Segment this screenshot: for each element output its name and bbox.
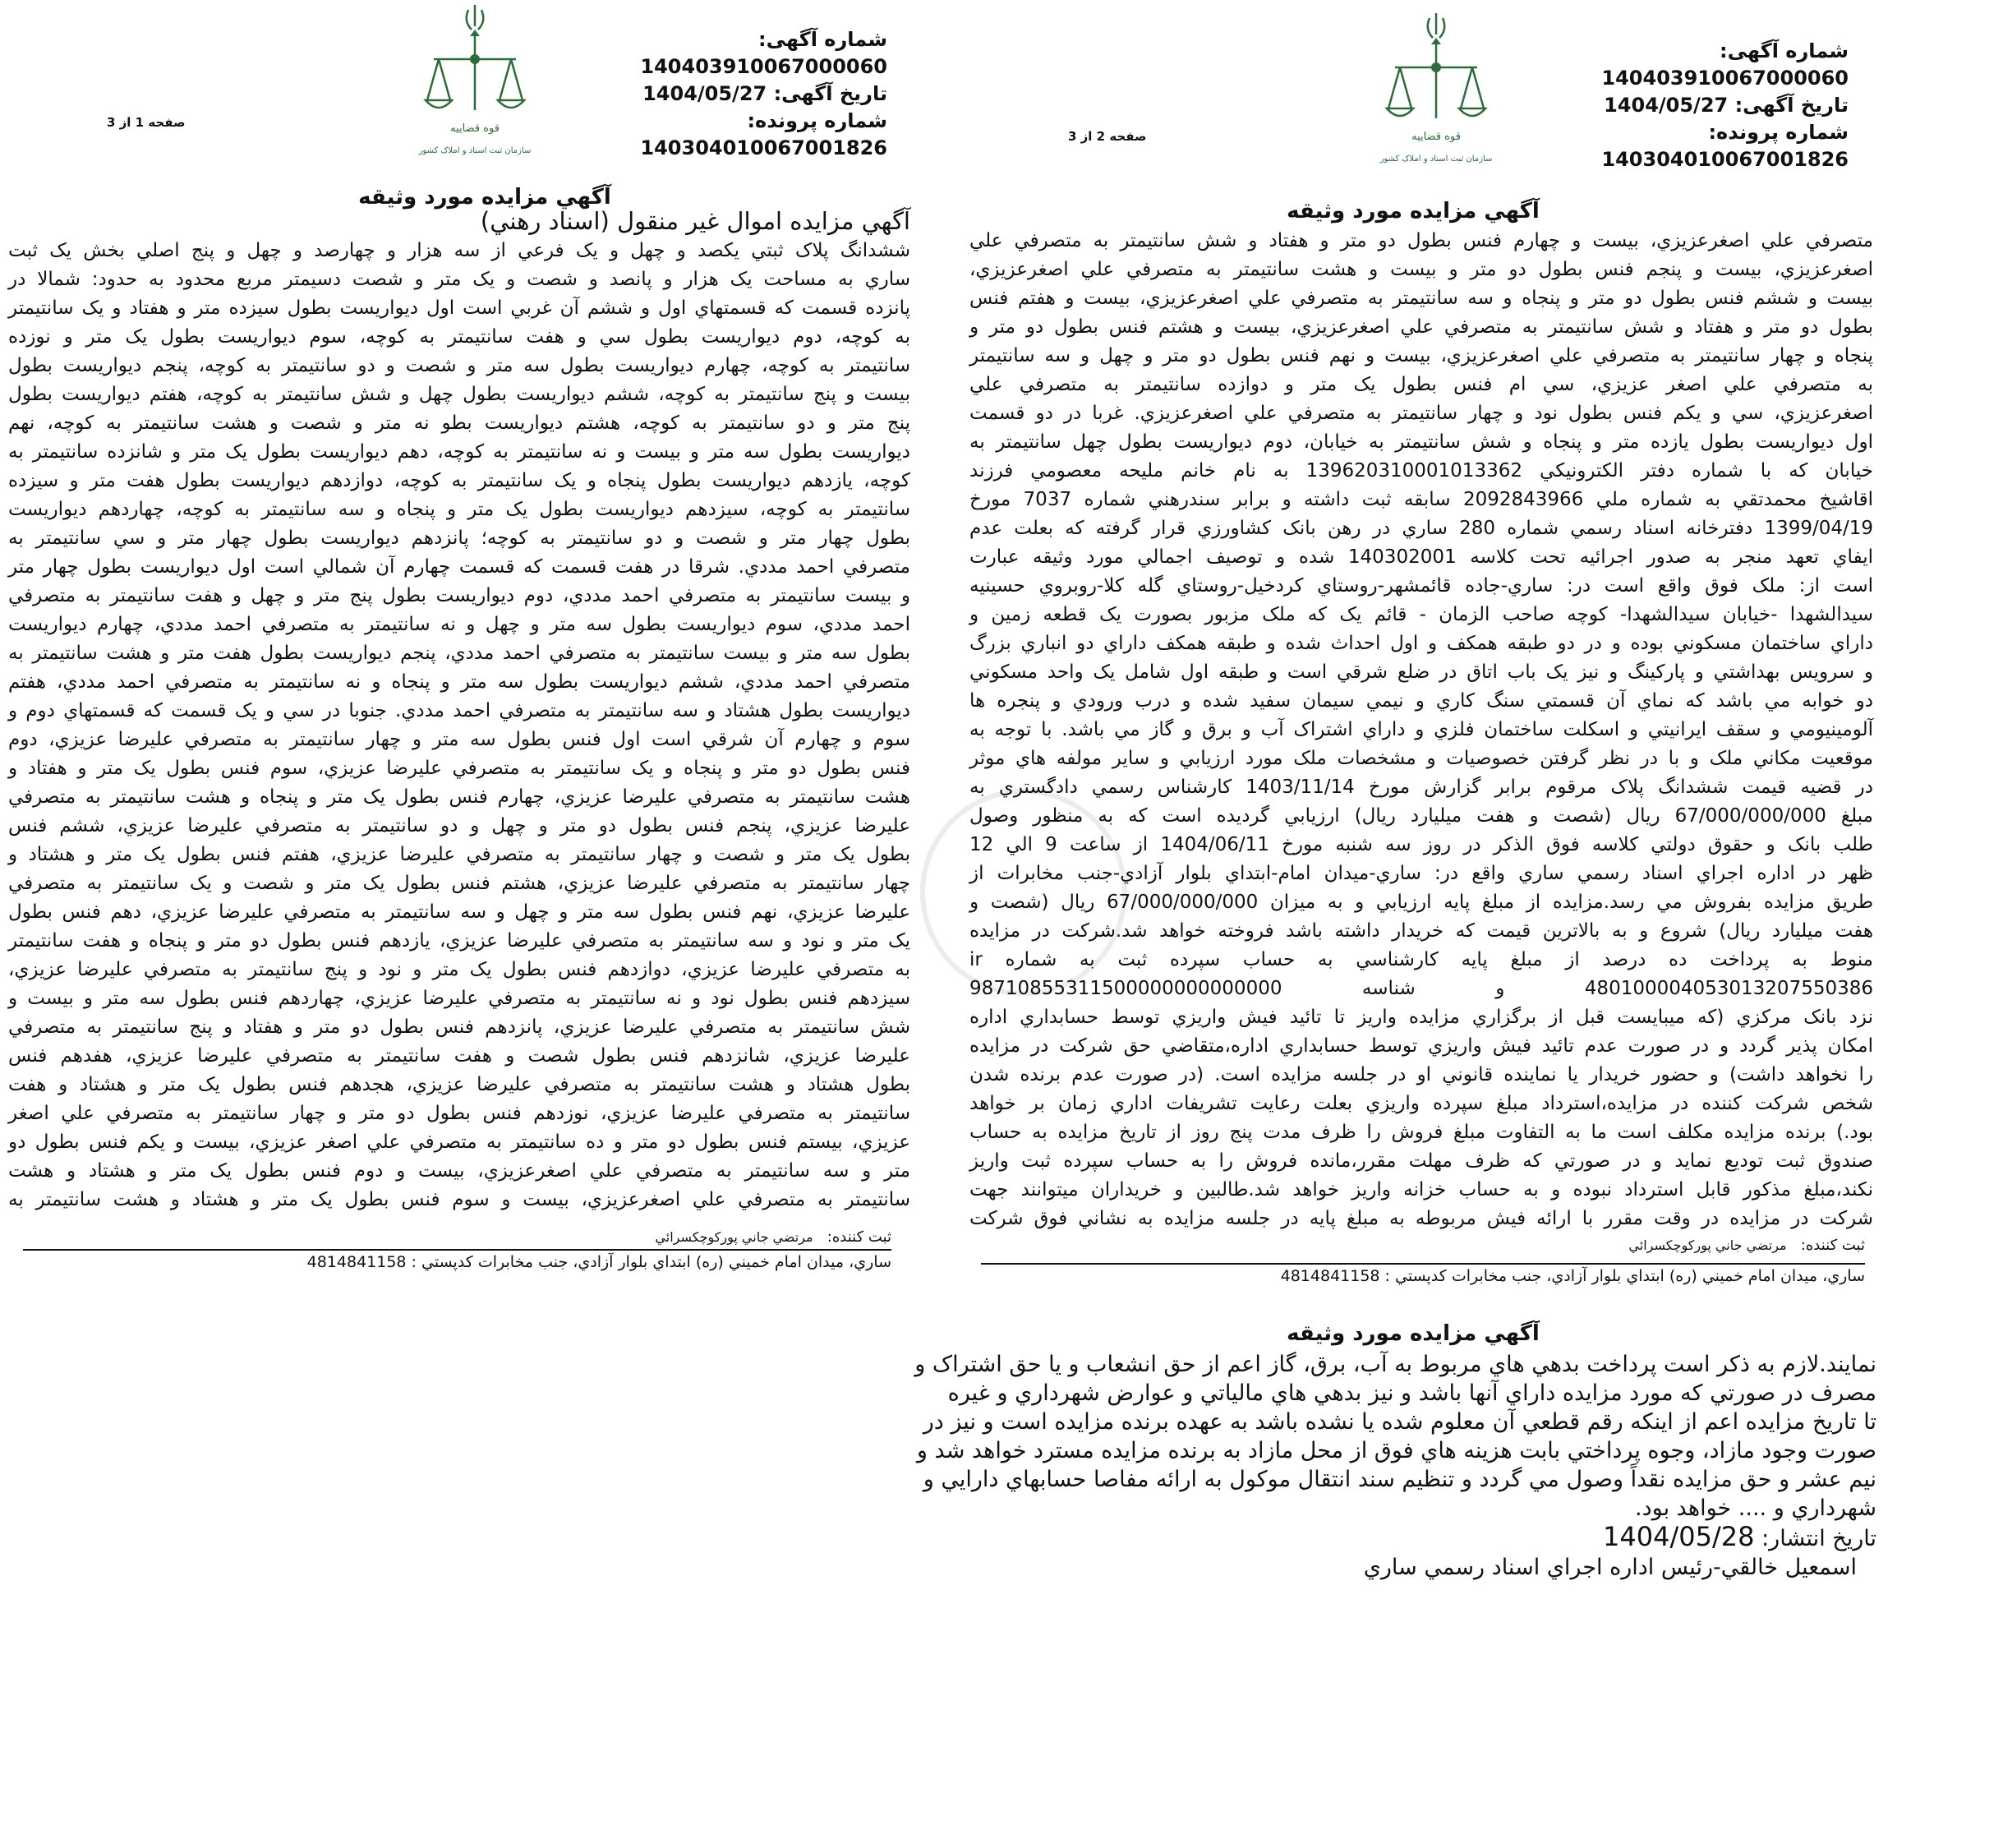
- judiciary-emblem-icon: [417, 0, 532, 164]
- svg-text:سازمان ثبت اسناد و املاک کشور: سازمان ثبت اسناد و املاک کشور: [418, 146, 532, 155]
- body-line: صورت وجود مازاد، وجوه پرداختي بابت هزينه هاي فوق از محل مازاد به برنده مزايده مسترد خواهد شد و: [916, 1438, 1876, 1463]
- body-line: ساري به مساحت يک هزار و پانصد و شصت و يک متر و شصت دسيمتر مربع محدود به حدود: شمالا در: [8, 269, 910, 290]
- footer-address: ساري، ميدان امام خميني (ره) ابتداي بلوار آزادي، جنب مخابرات کدپستي : 4814841158: [306, 1253, 891, 1271]
- body-line: متصرفي علي اصغرعزيزي، بيست و چهارم فنس بطول دو متر و هفتاد و شش سانتيمتر به متصرفي علي: [969, 230, 1873, 251]
- body-line: بود.) برنده مزايده مکلف است ما به التفاوت مبلغ فروش را ظرف مدت پنج روز از تاريخ مزايده به حساب: [969, 1122, 1873, 1143]
- body-line: نيم عشر و حق مزايده نقداً وصول مي گردد و تنظيم سند انتقال موکول به ارائه مفاصا حسابهاي دارايي و: [923, 1467, 1876, 1492]
- body-line: سانتيمتر به کوچه، سيزدهم ديواريست بطول يک متر و پنجاه و سه سانتيمتر به کوچه، چهاردهم ديواريست: [8, 499, 910, 520]
- footer-address: ساري، ميدان امام خميني (ره) ابتداي بلوار آزادي، جنب مخابرات کدپستي : 4814841158: [1280, 1267, 1865, 1285]
- notice-title: آگهي مزايده مورد وثيقه: [1287, 1321, 1540, 1346]
- body-line: بطول سه متر و بيست سانتيمتر به متصرفي احمد مددي، پنجم ديواريست بطول هفت متر و هشت سانتيمتر به: [8, 643, 910, 664]
- body-line: بيست و پنج سانتيمتر به کوچه، ششم ديواريست بطول چهل و شش سانتيمتر به کوچه، هفتم ديواريست بطول: [8, 384, 910, 405]
- body-line: هفت ميليارد ريال) شروع و به بالاترين قيمت که خريدار داشته باشد فروخته خواهد شد.شرکت در مزايده: [969, 920, 1873, 942]
- body-line: متر و سه سانتيمتر به متصرفي علي اصغرعزيزي، بيست و دوم فنس بطول يک متر و هشتاد و هشت: [8, 1160, 910, 1182]
- right-notice-body: [969, 227, 1873, 1233]
- body-line: منوط به پرداخت ده درصد از مبلغ پايه کارشناسي به حساب سپرده ثبت به شماره ir: [969, 949, 1873, 970]
- body-line: سوم و چهارم آن شرقي است اول فنس بطول سه متر و چهار سانتيمتر به متصرفي عليرضا عزيزي، دوم: [8, 729, 910, 750]
- body-line: داراي ساختمان مسکوني بوده و در دو طبقه همکف و اول احداث شده و طبقه همکف داراي دو انباري بزرگ: [969, 633, 1873, 654]
- body-line: سانتيمتر به متصرفي علي اصغرعزيزي، بيست و سوم فنس بطول يک متر و هشتاد و هشت سانتيمتر به: [8, 1189, 910, 1210]
- body-line: طريق مزايده بفروش مي رسد.مزايده از مبلغ پايه ارزيابي و به ميزان 67/000/000/000 ريال (شصت و: [969, 892, 1873, 913]
- body-line: بطول چهار متر و شصت و دو سانتيمتر به کوچه؛ پانزدهم ديواريست بطول چهار متر و سي سانتيمتر به: [8, 528, 910, 549]
- body-line: است از: ملک فوق واقع است در: ساري-جاده قائمشهر-روستاي کردخيل-روستاي گله کلا-روبروي حسينيه: [969, 575, 1873, 597]
- body-line: عزيزي، بيستم فنس بطول دو متر و ده سانتيمتر به متصرفي علي اصغر عزيزي، بيست و يکم فنس بطول دو: [8, 1131, 910, 1153]
- registrar: ثبت کننده: مرتضي جاني پورکوچکسرائي: [655, 1228, 891, 1246]
- body-line: اصغرعزيزي، بيست و پنجم فنس بطول دو متر و بيست و هشت سانتيمتر به متصرفي علي اصغرعزيزي،: [969, 259, 1873, 280]
- body-line: عليرضا عزيزي، نهم فنس بطول سه متر و چهل و سه سانتيمتر به متصرفي عليرضا عزيزي، دهم فنس بطول: [8, 901, 910, 923]
- left-header-info: [575, 26, 887, 162]
- body-line: بطول هشتاد و هشت سانتيمتر به متصرفي عليرضا عزيزي، هجدهم فنس بطول يک متر و هشتاد و هفت: [8, 1074, 910, 1095]
- body-line: هشت سانتيمتر به متصرفي عليرضا عزيزي، چهارم فنس بطول يک متر و پنجاه و هشت سانتيمتر به متصرفي: [8, 786, 910, 808]
- svg-text:قوه قضاييه: قوه قضاييه: [450, 122, 500, 135]
- page-number: صفحه 1 از 3: [107, 115, 186, 130]
- body-line: امکان پذير گردد و در صورت عدم تائيد فيش واريزي توسط حسابداري اداره،متقاضي حق شرکت در مزايده: [969, 1035, 1873, 1057]
- body-line: 480100004053013207550386 و شناسه 98710855311500000000000000: [969, 978, 1873, 999]
- ad-date: تاریخ آگهی: 1404/05/27: [1604, 94, 1849, 117]
- body-line: آلومينيومي و سقف ايرانيتي و اسکلت ساختمان فلزي و داراي اشتراک آب و برق و گاز مي باشد. با توجه به: [969, 719, 1873, 740]
- body-line: چهار سانتيمتر به متصرفي عليرضا عزيزي، هشتم فنس بطول يک متر و شصت و يک سانتيمتر به متصرفي: [8, 873, 910, 894]
- body-line: ديواريست بطول هشتاد و سه سانتيمتر به متصرفي احمد مددي. جنوبا در سي و يک قسمت که قسمتهاي دوم و: [8, 700, 910, 721]
- signer: اسمعيل خالقي-رئيس اداره اجراي اسناد رسمي ساري: [1363, 1555, 1857, 1580]
- notice-subtitle: آگهي مزايده اموال غير منقول (اسناد رهني): [480, 207, 910, 235]
- body-line: مصرف در صورتي که مورد مزايده داراي آنها باشد و نيز بدهي هاي مالياتي و عوارض شهرداري و غيره: [947, 1380, 1876, 1406]
- third-notice-body: [914, 1350, 1876, 1523]
- body-line: به کوچه، دوم ديواريست بطول سي و هفت سانتيمتر به کوچه، سوم ديواريست بطول يک متر و نوزده: [8, 326, 910, 348]
- body-line: ديواريست بطول سه متر و بيست و نه سانتيمتر به کوچه، دهم ديواريست بطول يک متر و شانزده سانتيمتر به: [8, 441, 910, 463]
- body-line: 1399/04/19 دفترخانه اسناد رسمي شماره 280 ساري در رهن بانک کشاورزي قرار گرفته که بعلت عدم: [969, 518, 1874, 539]
- file-number: شماره پرونده: 140304010067001826: [1601, 121, 1849, 171]
- footer-divider: [23, 1249, 891, 1251]
- judiciary-emblem-icon: [1379, 8, 1494, 173]
- body-line: ظهر در اداره اجراي اسناد رسمي ساري واقع در: ساري-ميدان امام-ابتداي بلوار آزادي-جنب مخابرات از: [969, 863, 1873, 884]
- body-line: در قضيه قيمت ششدانگ پلاک مرقوم برابر گزارش مورخ 1403/11/14 کارشناس رسمي دادگستري به: [969, 777, 1873, 798]
- footer-divider: [981, 1263, 1865, 1265]
- body-line: متصرفي احمد مددي. شرقا در هفت قسمت که قسمت چهارم آن شمالي است اول ديواريست بطول چهار متر: [8, 556, 910, 578]
- body-line: شهرداري و .... خواهد بود.: [1635, 1495, 1876, 1521]
- registrar: ثبت کننده: مرتضي جاني پورکوچکسرائي: [1628, 1237, 1865, 1254]
- body-line: اقاشيخ محمدتقي به شماره ملي 2092843966 سابقه ثبت داشته و برابر سندرهني شماره 7037 مورخ: [969, 489, 1873, 510]
- body-line: مبلغ 67/000/000/000 ريال (شصت و هفت ميليارد ريال) ارزيابي گرديده است که به منظور وصول: [969, 805, 1873, 827]
- body-line: شخص شرکت کننده در مزايده،استرداد مبلغ سپرده واريزي بعلت رعايت تشريفات اداري زمان بر خواهد: [969, 1093, 1873, 1114]
- page-number: صفحه 2 از 3: [1068, 129, 1147, 144]
- body-line: نکند،مبلغ مذکور قابل استرداد نبوده و به حساب خزانه واريز خواهد شد.طالبين و خريداران ميتوانند جهت: [969, 1179, 1873, 1201]
- body-line: و بيست سانتيمتر به متصرفي احمد مددي، دوم ديواريست بطول پنج متر و چهل و هفت سانتيمتر به متصرفي: [8, 585, 910, 606]
- body-line: فنس بطول دو متر و پنجاه و يک سانتيمتر به متصرفي عليرضا عزيزي، سوم فنس بطول يک متر و هفتاد و: [8, 758, 910, 779]
- body-line: طلب بانک و حقوق دولتي کلاسه فوق الذکر در روز سه شنبه مورخ 1404/06/11 از ساعت 9 الي 12: [969, 834, 1873, 855]
- svg-text:قوه قضاييه: قوه قضاييه: [1411, 131, 1461, 143]
- body-line: کوچه، يازدهم ديواريست بطول پنجاه و يک سانتيمتر به کوچه، دوازدهم ديواريست بطول هفت متر و سيزده: [8, 470, 910, 491]
- body-line: دو خوابه مي باشد که نماي آن قسمتي سنگ کاري و نيمي سيمان سفيد شده و درب ورودي و پنجره ها: [969, 690, 1873, 712]
- body-line: عليرضا عزيزي، پنجم فنس بطول دو متر و چهل و دو سانتيمتر به متصرفي عليرضا عزيزي، ششم فنس: [8, 815, 910, 836]
- body-line: و سرويس بهداشتي و پارکينگ و نيز يک باب اتاق در ضلع شرقي است و طبقه اول شامل يک واحد مسکوني: [969, 661, 1873, 683]
- body-line: به متصرفي علي اصغر عزيزي، سي ام فنس بطول يک متر و دوازده سانتيمتر به متصرفي علي: [969, 374, 1873, 395]
- body-line: بطول يک متر و شصت و چهار سانتيمتر به متصرفي عليرضا عزيزي، هفتم فنس بطول يک متر و هشتاد و: [8, 844, 910, 865]
- file-number: شماره پرونده: 140304010067001826: [640, 109, 887, 159]
- body-line: اصغرعزيزي، سي و يکم فنس بطول نود و چهار سانتيمتر به متصرفي علي اصغرعزيزي. غربا در دو قسمت: [969, 403, 1873, 424]
- body-line: ششدانگ پلاک ثبتي يکصد و چهل و يک فرعي از سه هزار و چهارصد و چهل و پنج اصلي بخش يک ثبت: [8, 240, 910, 261]
- left-notice-body: [8, 237, 910, 1214]
- ad-date: تاریخ آگهی: 1404/05/27: [642, 82, 887, 105]
- body-line: بيست و ششم فنس بطول دو متر و پنجاه و سه سانتيمتر به متصرفي علي اصغرعزيزي، بيست و هفتم فنس: [969, 288, 1873, 309]
- body-line: پنج متر و دو سانتيمتر به کوچه، هشتم ديواريست بطو نه متر و شصت و هشت سانتيمتر به کوچه، نهم: [8, 412, 910, 434]
- body-line: تا تاريخ مزايده اعم از اينکه رقم قطعي آن معلوم شده يا نشده باشد به عهده برنده مزايده است و نيز در: [923, 1409, 1876, 1435]
- body-line: خيابان که با شماره دفتر الکترونيکي 139620310001013362 به نام خانم مليحه معصومي فرزند: [969, 460, 1873, 482]
- body-line: پنجاه و چهار سانتيمتر به متصرفي علي اصغرعزيزي، بيست و نهم فنس بطول دو متر و چهل و سه سانتيمتر: [969, 345, 1873, 366]
- body-line: اول ديواريست بطول يازده متر و پنجاه و شش سانتيمتر به خيابان، دوم ديواريست بطول چهل سانتيمتر به: [969, 431, 1873, 453]
- body-line: يک متر و نود و سه سانتيمتر به متصرفي عليرضا عزيزي، يازدهم فنس بطول دو متر و پنجاه و هفت سانتيمتر: [8, 930, 910, 952]
- body-line: متصرفي احمد مددي، ششم ديواريست بطول سه متر و پنجاه و نه سانتيمتر به متصرفي احمد مددي، هفتم: [8, 671, 910, 693]
- body-line: سيزدهم فنس بطول نود و نه سانتيمتر به متصرفي عليرضا عزيزي، چهاردهم فنس بطول سه متر و بيست و: [8, 988, 910, 1009]
- body-line: صندوق ثبت توديع نمايد و در صورتي که ظرف مهلت مقرر،مانده فروش را به حساب سپرده ثبت واريز: [969, 1150, 1873, 1172]
- ad-number: شماره آگهی: 140403910067000060: [640, 28, 887, 78]
- right-header-info: [1536, 38, 1849, 173]
- body-line: شش سانتيمتر به متصرفي عليرضا عزيزي، پانزدهم فنس بطول دو متر و هفتاد و پنج سانتيمتر به متصرفي: [8, 1016, 910, 1038]
- body-line: پانزده قسمت که قسمتهاي اول و ششم آن غربي است اول ديواريست بطول سيزده متر و هفتاد و يک سانتيمتر: [8, 297, 910, 319]
- body-line: ايفاي تعهد منجر به صدور اجرائيه تحت کلاسه 140302001 شده و توصيف اجمالي مورد وثيقه عبارت: [969, 546, 1873, 568]
- svg-text:سازمان ثبت اسناد و املاک کشور: سازمان ثبت اسناد و املاک کشور: [1379, 154, 1493, 164]
- body-line: موقعيت مکاني ملک و با در نظر گرفتن خصوصيات و مشخصات ملک مورد ارزيابي و ساير مولفه هاي موثر: [969, 748, 1873, 769]
- body-line: سانتيمتر به متصرفي عليرضا عزيزي، نوزدهم فنس بطول دو متر و چهار سانتيمتر به متصرفي علي اصغر: [8, 1103, 910, 1124]
- body-line: شرکت در مزايده در وقت مقرر با ارائه فيش مربوطه به مبلغ پايه در جلسه مزايده به نشاني فوق شرکت: [969, 1208, 1873, 1229]
- notice-title: آگهي مزايده مورد وثيقه: [358, 185, 611, 210]
- body-line: را نخواهد داشت) و حضور خريدار يا نماينده قانوني او در جلسه مزايده است. (در صورت عدم برنده شدن: [969, 1064, 1873, 1085]
- body-line: سيدالشهدا -خيابان سيدالشهدا- کوچه صاحب الزمان - قائم يک که ملک مزبور بصورت يک قطعه زمين و: [969, 604, 1873, 625]
- body-line: سانتيمتر به کوچه، چهارم ديواريست بطول سه متر و شصت و دو سانتيمتر به کوچه، پنجم ديواريست بطول: [8, 355, 910, 376]
- body-line: به متصرفي عليرضا عزيزي، دوازدهم فنس بطول يک متر و نود و پنج سانتيمتر به متصرفي عليرضا عزيزي،: [8, 959, 910, 980]
- body-line: بطول دو متر و هفتاد و شش سانتيمتر به متصرفي علي اصغرعزيزي، بيست و هشتم فنس بطول دو متر و: [969, 316, 1873, 338]
- notice-title: آگهي مزايده مورد وثيقه: [1287, 199, 1540, 224]
- publish-date: تاريخ انتشار: 1404/05/28: [1603, 1521, 1876, 1552]
- body-line: نزد بانک مرکزي (که ميبايست قبل از برگزاري مزايده واريز تا تائيد فيش واريزي توسط حسابداري اداره: [969, 1007, 1873, 1028]
- ad-number: شماره آگهی: 140403910067000060: [1601, 39, 1849, 90]
- body-line: احمد مددي، سوم ديواريست بطول سه متر و چهل و نه سانتيمتر به متصرفي احمد مددي، چهارم ديواريست: [8, 614, 910, 635]
- body-line: عليرضا عزيزي، شانزدهم فنس بطول شصت و هفت سانتيمتر به متصرفي عليرضا عزيزي، هفدهم فنس: [8, 1045, 910, 1067]
- body-line: نمايند.لازم به ذکر است پرداخت بدهي هاي مربوط به آب، برق، گاز اعم از حق انشعاب و يا حق اشتراک و: [914, 1352, 1876, 1377]
